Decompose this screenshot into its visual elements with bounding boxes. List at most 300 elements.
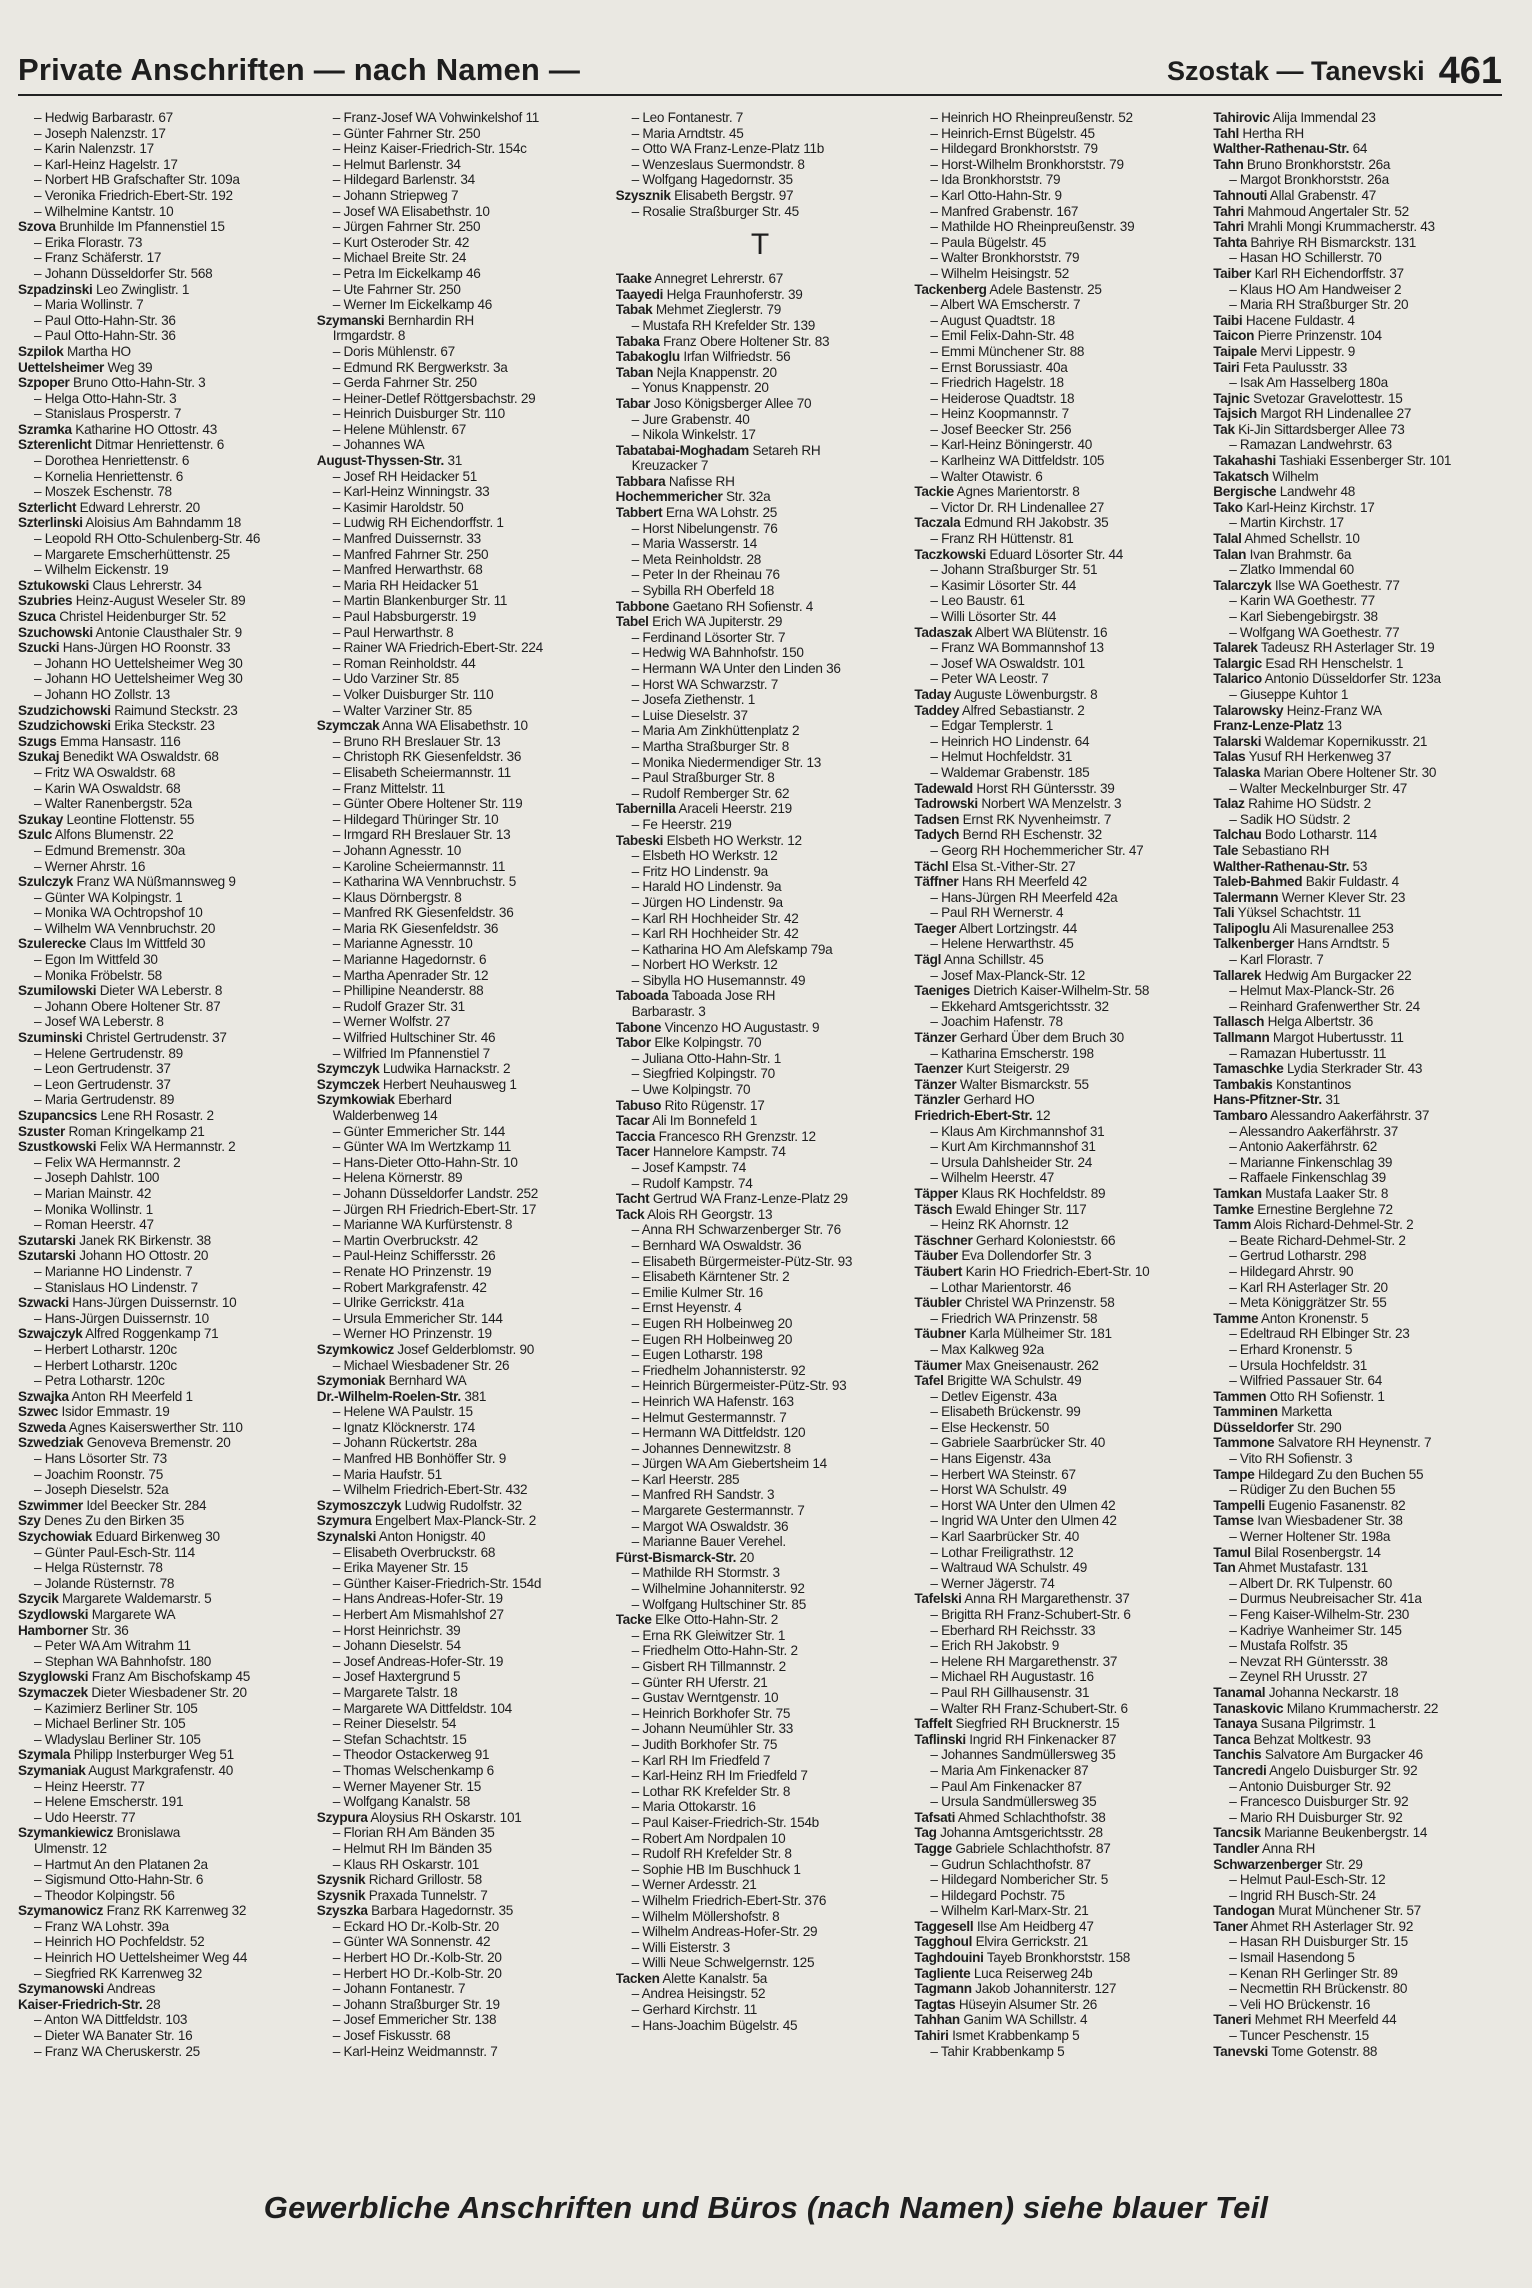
surname: Tabakoglu [615, 349, 680, 365]
surname: Tagmann [914, 1981, 972, 1997]
directory-entry: Tahirovic Alija Immendal 23 [1213, 110, 1376, 125]
directory-entry: Talarico Antonio Düsseldorfer Str. 123a [1213, 671, 1441, 687]
surname: Franz-Lenze-Platz [1213, 718, 1324, 734]
directory-entry: Tanamal Johanna Neckarstr. 18 [1213, 1684, 1399, 1700]
directory-entry: – Emilie Kulmer Str. 16 [631, 1284, 763, 1300]
directory-entry: – Margarete WA Dittfeldstr. 104 [332, 1700, 512, 1716]
directory-entry: Taggesell Ilse Am Heidberg 47 [914, 1918, 1094, 1934]
column-1 [18, 110, 307, 2185]
directory-entry: – Volker Duisburger Str. 110 [332, 686, 494, 702]
directory-entry: Tancredi Angelo Duisburger Str. 92 [1213, 1762, 1418, 1778]
directory-entry: – Kadriye Wanheimer Str. 145 [1229, 1622, 1402, 1638]
directory-entry: – Wolfgang Kanalstr. 58 [332, 1794, 470, 1810]
directory-entry: – Paul Otto-Hahn-Str. 36 [34, 328, 176, 344]
directory-entry: – Franz WA Cheruskerstr. 25 [34, 2043, 200, 2059]
directory-entry: – Franz-Josef WA Vohwinkelshof 11 [332, 110, 539, 125]
directory-entry: – Ludwig RH Eichendorffstr. 1 [332, 515, 504, 531]
surname: Szydlowski [18, 1607, 89, 1622]
directory-entry: Szpoper Bruno Otto-Hahn-Str. 3 [18, 375, 206, 391]
surname: Talkenberger [1213, 936, 1294, 952]
directory-entry: Talaz Rahime HO Südstr. 2 [1213, 796, 1371, 812]
directory-entry: – Leon Gertrudenstr. 37 [34, 1061, 171, 1077]
directory-entry: – Heinz Koopmannstr. 7 [930, 406, 1069, 422]
directory-entry: – Edmund RK Bergwerkstr. 3a [332, 359, 508, 375]
directory-entry: Tagliente Luca Reiserweg 24b [914, 1965, 1093, 1981]
directory-entry: – Petra Im Eickelkamp 46 [332, 265, 481, 281]
directory-entry: – Johann Straßburger Str. 19 [332, 1996, 500, 2012]
column-4 [914, 110, 1203, 2185]
surname: Taicon [1213, 328, 1255, 344]
directory-entry: – Heinz Kaiser-Friedrich-Str. 154c [332, 141, 527, 157]
directory-entry: – Heinrich HO Lindenstr. 64 [930, 733, 1090, 749]
surname: Talargic [1213, 655, 1262, 671]
surname: Szymczak [316, 718, 380, 734]
directory-entry: Szymaczek Dieter Wiesbadener Str. 20 [18, 1684, 247, 1700]
directory-entry: Taeger Albert Lortzingstr. 44 [914, 920, 1077, 936]
directory-entry: – Karl RH Hochheider Str. 42 [631, 926, 799, 942]
surname: Szymanowski [18, 1981, 104, 1997]
directory-entry: – Karoline Scheiermannstr. 11 [332, 858, 506, 874]
directory-entry: Tänzler Gerhard HO [914, 1092, 1035, 1108]
directory-entry: – Karl Siebengebirgstr. 38 [1229, 609, 1378, 624]
directory-entry: – Margot Bronkhorststr. 26a [1229, 172, 1389, 188]
directory-entry: Tafsati Ahmed Schlachthofstr. 38 [914, 1809, 1106, 1825]
surname: Tadych [914, 827, 960, 843]
directory-entry: Szudzichowski Erika Steckstr. 23 [18, 718, 215, 734]
directory-entry: – Erika Mayener Str. 15 [332, 1560, 468, 1576]
surname: Walther-Rathenau-Str. [1213, 141, 1350, 157]
directory-entry: Szymoniak Bernhard WA [316, 1373, 467, 1389]
directory-entry: – Irmgard RH Breslauer Str. 13 [332, 827, 511, 843]
surname: Szymankiewicz [18, 1825, 114, 1841]
directory-entry: Sztukowski Claus Lehrerstr. 34 [18, 577, 202, 593]
directory-entry: – Walter Ranenbergstr. 52a [34, 796, 192, 812]
directory-entry: – Jürgen RH Friedrich-Ebert-Str. 17 [332, 1201, 537, 1217]
surname: Szymczek [316, 1076, 380, 1092]
surname: Tag [914, 1825, 937, 1841]
surname: Taake [615, 271, 652, 287]
directory-entry: – Franz WA Bommannshof 13 [930, 640, 1104, 656]
directory-entry: Taiber Karl RH Eichendorffstr. 37 [1213, 265, 1404, 281]
surname: Szudzichowski [18, 718, 111, 734]
directory-entry: – Helena Körnerstr. 89 [332, 1170, 463, 1186]
directory-entry: – Ismail Hasendong 5 [1229, 1950, 1355, 1966]
directory-entry: Szumilowski Dieter WA Leberstr. 8 [18, 983, 223, 999]
directory-entry: – Ursula Sandmüllersweg 35 [930, 1794, 1097, 1810]
directory-entry: – Werner Ahrstr. 16 [34, 858, 146, 874]
directory-entry: – Wilhelm Möllershofstr. 8 [631, 1908, 780, 1924]
directory-entry: – Veli HO Brückenstr. 16 [1229, 1996, 1371, 2012]
surname: Täffner [914, 874, 959, 890]
directory-entry: – Martin Kirchstr. 17 [1229, 515, 1344, 531]
directory-entry: Szwajczyk Alfred Roggenkamp 71 [18, 1326, 219, 1342]
directory-entry: – Martha Straßburger Str. 8 [631, 738, 789, 754]
directory-entry: – Felix WA Hermannstr. 2 [34, 1154, 181, 1170]
directory-entry: – Herbert HO Dr.-Kolb-Str. 20 [332, 1965, 502, 1981]
directory-entry: – Erika Florastr. 73 [34, 234, 143, 250]
directory-entry: – Manfred RK Giesenfeldstr. 36 [332, 905, 514, 921]
directory-entry: – Otto WA Franz-Lenze-Platz 11b [631, 141, 825, 157]
directory-entry: – Kasimir Haroldstr. 50 [332, 499, 464, 515]
directory-entry: – Margarete Gestermannstr. 7 [631, 1503, 805, 1519]
directory-entry: – Maria RH Straßburger Str. 20 [1229, 297, 1409, 313]
directory-entry: Talas Yusuf RH Herkenweg 37 [1213, 749, 1392, 765]
header-right [1167, 52, 1502, 94]
directory-entry: Tabbert Erna WA Lohstr. 25 [615, 505, 778, 521]
surname: Szova [18, 219, 56, 235]
directory-entry: – Karl-Heinz Böningerstr. 40 [930, 437, 1092, 453]
surname: Talchau [1213, 827, 1262, 843]
directory-entry: Tabaka Franz Obere Holtener Str. 83 [615, 333, 830, 349]
directory-entry: Szymczek Herbert Neuhausweg 1 [316, 1076, 517, 1092]
directory-entry: – Josef Kampstr. 74 [631, 1160, 747, 1175]
directory-entry: – Johann HO Zollstr. 13 [34, 686, 170, 702]
directory-entry: – Johann Rückertstr. 28a [332, 1435, 477, 1451]
directory-entry: Talarski Waldemar Kopernikusstr. 21 [1213, 733, 1428, 749]
directory-entry: Talal Ahmed Schellstr. 10 [1213, 531, 1360, 547]
directory-entry: Täschner Gerhard Kolonieststr. 66 [914, 1232, 1116, 1248]
directory-entry: Tabak Mehmet Zieglerstr. 79 [615, 302, 782, 318]
surname: Tacken [615, 1970, 660, 1986]
surname: Dr.-Wilhelm-Roelen-Str. [316, 1388, 461, 1404]
directory-entry: – Josef Andreas-Hofer-Str. 19 [332, 1653, 504, 1669]
directory-entry: – Emmi Münchener Str. 88 [930, 343, 1085, 359]
surname: Täubert [914, 1263, 963, 1279]
surname: Szwec [18, 1404, 59, 1420]
directory-entry: – Rüdiger Zu den Buchen 55 [1229, 1482, 1396, 1498]
directory-entry: – Wilhelm Eickenstr. 19 [34, 562, 169, 578]
directory-entry: – Marianne WA Kurfürstenstr. 8 [332, 1217, 513, 1233]
directory-entry: – Wenzeslaus Suermondstr. 8 [631, 156, 805, 172]
directory-entry: – Günter RH Uferstr. 21 [631, 1674, 768, 1690]
directory-entry: Szukay Leontine Flottenstr. 55 [18, 811, 195, 827]
directory-entry: – Joachim Roonstr. 75 [34, 1466, 163, 1482]
directory-entry: – Leon Gertrudenstr. 37 [34, 1076, 171, 1092]
surname: Szupancsics [18, 1108, 98, 1123]
directory-entry: – Mario RH Duisburger Str. 92 [1229, 1809, 1403, 1825]
surname: Taban [615, 364, 654, 380]
surname: Tajsich [1213, 406, 1257, 422]
directory-entry: Tadsen Ernst RK Nyvenheimstr. 7 [914, 811, 1112, 827]
surname: Szymczyk [316, 1061, 380, 1077]
surname: Szymala [18, 1747, 71, 1763]
directory-entry: – Kenan RH Gerlinger Str. 89 [1229, 1965, 1398, 1981]
surname: Schwarzenberger [1213, 1856, 1323, 1872]
directory-entry: – Werner Jägerstr. 74 [930, 1575, 1055, 1591]
surname: Tacer [615, 1144, 650, 1160]
surname: Szterenlicht [18, 437, 92, 453]
directory-entry: Tanaya Susana Pilgrimstr. 1 [1213, 1716, 1376, 1732]
surname: Uettelsheimer [18, 359, 105, 375]
directory-entry: Tamke Ernestine Berglehne 72 [1213, 1201, 1393, 1217]
directory-entry: Tamaschke Lydia Sterkrader Str. 43 [1213, 1061, 1423, 1077]
directory-entry: – Egon Im Wittfeld 30 [34, 952, 158, 968]
directory-entry: – Margot WA Oswaldstr. 36 [631, 1518, 789, 1534]
surname: Tahiri [914, 2028, 949, 2044]
directory-entry: – Johann Neumühler Str. 33 [631, 1721, 794, 1737]
directory-entry: Franz-Lenze-Platz 13 [1213, 718, 1342, 734]
directory-entry: Szymanowski Andreas [18, 1981, 156, 1997]
directory-entry: Szustkowski Felix WA Hermannstr. 2 [18, 1139, 236, 1155]
directory-entry: – Veronika Friedrich-Ebert-Str. 192 [34, 187, 233, 203]
directory-entry: Tabuso Rito Rügenstr. 17 [615, 1097, 765, 1113]
directory-entry: Szysznik Elisabeth Bergstr. 97 [615, 187, 794, 203]
directory-entry: – Ursula Hochfeldstr. 31 [1229, 1357, 1368, 1373]
directory-entry: – Mustafa RH Krefelder Str. 139 [631, 317, 815, 333]
directory-entry: – Dieter WA Banater Str. 16 [34, 2028, 193, 2044]
directory-entry: Szwajka Anton RH Meerfeld 1 [18, 1388, 193, 1404]
directory-entry: Szysnik Praxada Tunnelstr. 7 [316, 1887, 488, 1903]
directory-entry: – Paul Straßburger Str. 8 [631, 770, 775, 786]
surname: Szysnik [316, 1887, 366, 1903]
directory-entry: Szymoszczyk Ludwig Rudolfstr. 32 [316, 1497, 522, 1513]
directory-entry: – Mathilde RH Stormstr. 3 [631, 1565, 780, 1581]
surname: Szy [18, 1513, 41, 1529]
surname: Szulc [18, 827, 53, 843]
directory-entry: Taflinski Ingrid RH Finkenacker 87 [914, 1731, 1117, 1747]
directory-entry: – Petra Lotharstr. 120c [34, 1373, 165, 1389]
directory-entry: – Paul-Heinz Schiffersstr. 26 [332, 1248, 496, 1264]
directory-entry: Szterlinski Aloisius Am Bahndamm 18 [18, 515, 241, 531]
surname: Taayedi [615, 286, 664, 302]
directory-entry: Taghdouini Tayeb Bronkhorststr. 158 [914, 1950, 1131, 1966]
directory-entry: Täpper Klaus RK Hochfeldstr. 89 [914, 1185, 1106, 1201]
directory-entry: – Franz Mittelstr. 11 [332, 780, 445, 796]
directory-entry: – Norbert HO Werkstr. 12 [631, 957, 778, 973]
directory-entry: – Karin WA Goethestr. 77 [1229, 593, 1375, 609]
surname: Tabeski [615, 832, 664, 848]
directory-entry: – Wilhelm Karl-Marx-Str. 21 [930, 1903, 1089, 1919]
page-header [18, 46, 1502, 96]
directory-entry: Tabbone Gaetano RH Sofienstr. 4 [615, 598, 814, 614]
directory-entry: – Kazimierz Berliner Str. 105 [34, 1700, 198, 1716]
directory-entry: – Jürgen WA Am Giebertsheim 14 [631, 1456, 827, 1472]
surname: Tammen [1213, 1388, 1267, 1404]
directory-entry: – Elisabeth Bürgermeister-Pütz-Str. 93 [631, 1253, 853, 1269]
directory-entry: – Hedwig WA Bahnhofstr. 150 [631, 645, 804, 661]
directory-entry: Szutarski Janek RK Birkenstr. 38 [18, 1232, 211, 1248]
directory-entry: – Karl-Heinz Weidmannstr. 7 [332, 2043, 498, 2059]
surname: Tächl [914, 858, 949, 874]
surname: Tafsati [914, 1809, 956, 1825]
directory-entry: Talchau Bodo Lotharstr. 114 [1213, 827, 1377, 843]
directory-entry: Tägl Anna Schillstr. 45 [914, 952, 1044, 968]
directory-entry: – Roman Reinholdstr. 44 [332, 655, 476, 671]
directory-entry: – Heinrich HO Uettelsheimer Weg 44 [34, 1950, 248, 1966]
directory-entry: – Günter WA Sonnenstr. 42 [332, 1934, 491, 1950]
directory-entry: – Rudolf RH Krefelder Str. 8 [631, 1846, 792, 1862]
directory-entry: – Hildegard Bronkhorststr. 79 [930, 141, 1098, 157]
directory-entry: – Marianne Hagedornstr. 6 [332, 952, 487, 968]
surname: Tabel [615, 614, 649, 630]
directory-entry: – Zlatko Immendal 60 [1229, 562, 1354, 578]
surname: Tallasch [1213, 1014, 1265, 1030]
directory-entry: Szova Brunhilde Im Pfannenstiel 15 [18, 219, 225, 235]
directory-entry: Talargic Esad RH Henschelstr. 1 [1213, 655, 1404, 671]
directory-entry: – Josefa Ziethenstr. 1 [631, 692, 755, 708]
directory-entry: – Sigismund Otto-Hahn-Str. 6 [34, 1872, 204, 1888]
directory-entry: – Manfred Fahrner Str. 250 [332, 546, 489, 562]
directory-entry: – Jolande Rüsternstr. 78 [34, 1575, 175, 1591]
directory-entry: Tancsik Marianne Beukenbergstr. 14 [1213, 1825, 1428, 1841]
directory-entry: Friedrich-Ebert-Str. 12 [914, 1108, 1051, 1123]
directory-entry: – Hans Andreas-Hofer-Str. 19 [332, 1591, 503, 1607]
surname: Szustkowski [18, 1139, 97, 1155]
directory-entry: – Paul Habsburgerstr. 19 [332, 609, 476, 624]
directory-entry: – Theodor Kolpingstr. 56 [34, 1887, 175, 1903]
surname: Tackenberg [914, 281, 987, 297]
directory-entry: Täuber Eva Dollendorfer Str. 3 [914, 1248, 1092, 1264]
directory-entry: Tanaskovic Milano Krummacherstr. 22 [1213, 1700, 1439, 1716]
surname: Takatsch [1213, 468, 1269, 484]
directory-entry: – Helmut RH Im Bänden 35 [332, 1840, 492, 1856]
directory-entry: Taenzer Kurt Steigerstr. 29 [914, 1061, 1070, 1077]
directory-entry: – Jürgen HO Lindenstr. 9a [631, 894, 783, 910]
directory-entry: – Horst Nibelungenstr. 76 [631, 520, 778, 536]
directory-entry: – Karl Heerstr. 285 [631, 1471, 740, 1487]
surname: Walther-Rathenau-Str. [1213, 858, 1350, 874]
surname: Taiber [1213, 265, 1252, 281]
directory-entry: Täumer Max Gneisenaustr. 262 [914, 1357, 1099, 1373]
directory-entry: – Eberhard RH Reichsstr. 33 [930, 1622, 1096, 1638]
directory-entry: – Hans-Jürgen RH Meerfeld 42a [930, 889, 1118, 905]
surname: Tagliente [914, 1965, 971, 1981]
surname: Sztukowski [18, 577, 90, 593]
directory-entry: Tallasch Helga Albertstr. 36 [1213, 1014, 1374, 1030]
directory-entry: Szymaniak August Markgrafenstr. 40 [18, 1762, 233, 1778]
directory-entry: – Horst WA Schwarzstr. 7 [631, 676, 778, 692]
surname: Szymura [316, 1513, 372, 1529]
directory-entry: Tack Alois RH Georgstr. 13 [615, 1206, 773, 1222]
directory-entry: Szwimmer Idel Beecker Str. 284 [18, 1497, 207, 1513]
directory-entry: Taczala Edmund RH Jakobstr. 35 [914, 515, 1109, 531]
surname: Szymkowiak [316, 1092, 395, 1108]
surname: Bergische [1213, 484, 1277, 500]
surname: Tadaszak [914, 624, 973, 640]
surname: Tahhan [914, 2012, 960, 2028]
directory-entry: – Herbert WA Steinstr. 67 [930, 1466, 1076, 1482]
directory-entry-continuation: Walderbenweg 14 [332, 1108, 438, 1123]
column-5 [1213, 110, 1502, 2185]
surname: Tahnouti [1213, 187, 1268, 203]
surname: Szpadzinski [18, 281, 93, 297]
directory-entry: – Josef RH Heidacker 51 [332, 468, 478, 484]
directory-entry: – Wilhelm Friedrich-Ebert-Str. 432 [332, 1482, 528, 1498]
surname: Szwimmer [18, 1497, 83, 1513]
surname: Tahirovic [1213, 110, 1270, 125]
directory-entry: – August Quadtstr. 18 [930, 312, 1055, 328]
surname: Hochemmericher [615, 489, 723, 505]
directory-entry: – Maria Haufstr. 51 [332, 1466, 442, 1482]
directory-entry: Walther-Rathenau-Str. 53 [1213, 858, 1368, 874]
directory-entry: Täubner Karla Mülheimer Str. 181 [914, 1326, 1112, 1342]
directory-entry: – Anna RH Schwarzenberger Str. 76 [631, 1222, 841, 1238]
surname: Szwajka [18, 1388, 69, 1404]
surname: Tamme [1213, 1310, 1259, 1326]
directory-entry-continuation: Kreuzacker 7 [631, 458, 709, 474]
directory-entry: – Albert Dr. RK Tulpenstr. 60 [1229, 1575, 1393, 1591]
directory-entry: Tänzer Walter Bismarckstr. 55 [914, 1076, 1089, 1092]
surname: Tabor [615, 1035, 651, 1051]
directory-entry: – Zeynel RH Urusstr. 27 [1229, 1669, 1368, 1685]
directory-entry: – Franz Schäferstr. 17 [34, 250, 162, 266]
directory-entry: Täsch Ewald Ehinger Str. 117 [914, 1201, 1087, 1217]
directory-entry: – Helene Herwarthstr. 45 [930, 936, 1074, 952]
directory-entry: – Gabriele Saarbrücker Str. 40 [930, 1435, 1105, 1451]
surname: Szutarski [18, 1248, 76, 1264]
surname: Tafel [914, 1373, 944, 1389]
directory-entry: – Willi Neue Schwelgernstr. 125 [631, 1955, 815, 1971]
directory-entry: – Leo Baustr. 61 [930, 593, 1025, 609]
directory-entry: – Hans-Joachim Bügelstr. 45 [631, 2017, 798, 2033]
directory-entry: – Herbert Am Mismahlshof 27 [332, 1607, 504, 1622]
surname: Tabone [615, 1019, 662, 1035]
directory-entry: Tahl Hertha RH [1213, 125, 1304, 141]
directory-entry: – Erna RK Gleiwitzer Str. 1 [631, 1627, 786, 1643]
directory-entry: Taake Annegret Lehrerstr. 67 [615, 271, 784, 287]
directory-entry: – Michael Wiesbadener Str. 26 [332, 1357, 510, 1373]
directory-entry: – Josef Beecker Str. 256 [930, 421, 1072, 437]
directory-entry: – Wilhelmine Johanniterstr. 92 [631, 1581, 805, 1597]
page-title: Private Anschriften — nach Namen — [18, 52, 581, 87]
directory-entry: Tafelski Anna RH Margarethenstr. 37 [914, 1591, 1130, 1607]
directory-entry: – Ernst Heyenstr. 4 [631, 1300, 742, 1316]
directory-entry: – Günther Kaiser-Friedrich-Str. 154d [332, 1575, 542, 1591]
directory-entry: – Robert Am Nordpalen 10 [631, 1830, 786, 1846]
surname: Tako [1213, 499, 1243, 515]
directory-entry: – Wilhelm Heerstr. 47 [930, 1170, 1055, 1186]
directory-entry: – Maria Am Finkenacker 87 [930, 1762, 1089, 1778]
column-2 [317, 110, 606, 2185]
directory-entry: Taban Nejla Knappenstr. 20 [615, 364, 777, 380]
directory-entry: – Tuncer Peschenstr. 15 [1229, 2028, 1369, 2044]
directory-entry: Szymanski Bernhardin RH [316, 312, 474, 328]
directory-entry: – Kasimir Lösorter Str. 44 [930, 577, 1076, 593]
directory-entry: Tabel Erich WA Jupiterstr. 29 [615, 614, 783, 630]
directory-entry: Tadych Bernd RH Eschenstr. 32 [914, 827, 1102, 843]
directory-entry: – Wilhelm Friedrich-Ebert-Str. 376 [631, 1892, 827, 1908]
directory-entry: – Monika Fröbelstr. 58 [34, 967, 162, 983]
directory-entry: Tackenberg Adele Bastenstr. 25 [914, 281, 1102, 297]
directory-entry: – Wilhelm Andreas-Hofer-Str. 29 [631, 1924, 818, 1940]
directory-entry: Szupancsics Lene RH Rosastr. 2 [18, 1108, 214, 1123]
directory-entry: – Manfred Duissernstr. 33 [332, 531, 481, 547]
directory-entry: Tabatabai-Moghadam Setareh RH [615, 442, 821, 458]
directory-entry: – Marian Mainstr. 42 [34, 1185, 152, 1201]
surname: Szterlinski [18, 515, 83, 531]
directory-entry: – Helga Rüsternstr. 78 [34, 1560, 163, 1576]
directory-entry: – Marianne HO Lindenstr. 7 [34, 1263, 193, 1279]
directory-entry: – Nikola Winkelstr. 17 [631, 427, 756, 443]
surname: Taboada [615, 988, 669, 1004]
surname: Tanaskovic [1213, 1700, 1284, 1716]
directory-entry: – Katharina HO Am Alefskamp 79a [631, 941, 833, 957]
directory-entry: – Helene WA Paulstr. 15 [332, 1404, 473, 1420]
surname: Hamborner [18, 1622, 88, 1638]
surname: August-Thyssen-Str. [316, 453, 445, 469]
directory-entry: – Hedwig Barbarastr. 67 [34, 110, 173, 125]
directory-entry: – Franz RH Hüttenstr. 81 [930, 531, 1074, 547]
directory-entry: Tallarek Hedwig Am Burgacker 22 [1213, 967, 1412, 983]
directory-entry: Szypura Aloysius RH Oskarstr. 101 [316, 1809, 522, 1825]
directory-entry: – Heinrich-Ernst Bügelstr. 45 [930, 125, 1095, 141]
directory-entry: Szuchowski Antonie Clausthaler Str. 9 [18, 624, 242, 640]
directory-entry: – Hermann WA Unter den Linden 36 [631, 661, 841, 676]
surname: Szpilok [18, 343, 64, 359]
directory-entry: Tajsich Margot RH Lindenallee 27 [1213, 406, 1412, 422]
surname: Tabbara [615, 473, 666, 489]
directory-entry: Tahiri Ismet Krabbenkamp 5 [914, 2028, 1080, 2044]
